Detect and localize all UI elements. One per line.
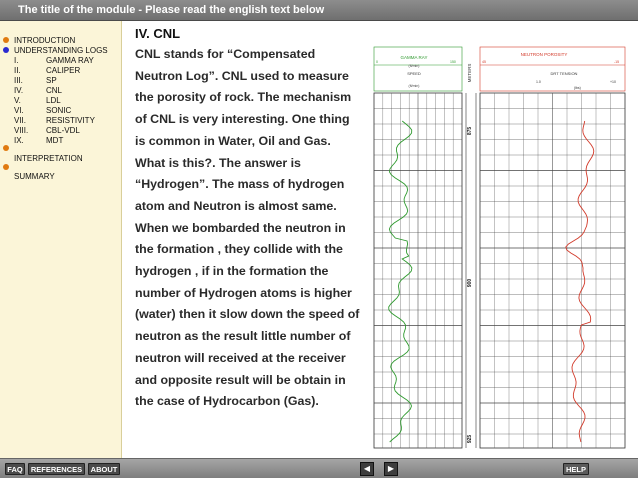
about-button[interactable]: ABOUT <box>88 463 120 475</box>
track1-unit-1: (ft/min) <box>408 64 420 68</box>
subitem-number: II. <box>14 66 21 75</box>
subitem-number: IX. <box>14 136 24 145</box>
subitem-number: VIII. <box>14 126 29 135</box>
depth-track-label: METERS <box>467 63 472 83</box>
footer-bar <box>0 458 638 478</box>
bullet-icon <box>3 164 9 170</box>
track3-units: (lbs) <box>574 86 581 90</box>
page-title: IV. CNL <box>135 26 181 41</box>
bullet-icon <box>3 145 9 151</box>
track3-scale-left: 45 <box>482 60 486 64</box>
subitem-label: MDT <box>46 136 64 145</box>
subitem-label: SP <box>46 76 57 85</box>
bullet-icon <box>3 37 9 43</box>
track3-curve2-title: DRT TENSION <box>550 71 578 76</box>
sidebar-item-summary[interactable] <box>0 171 122 182</box>
sidebar-menu <box>0 21 122 458</box>
triangle-right-icon: ▶ <box>387 464 395 473</box>
sidebar-item-label: UNDERSTANDING LOGS <box>14 46 108 55</box>
track1-unit-2: (ft/min) <box>408 84 420 88</box>
track3-title: NEUTRON POROSITY <box>520 52 568 57</box>
triangle-left-icon: ◀ <box>363 464 371 473</box>
cnl-log-figure <box>364 43 634 453</box>
bullet-icon <box>3 47 9 53</box>
track1-title: GAMMA RAY <box>400 55 428 60</box>
sidebar-item-label: INTERPRETATION <box>14 154 83 163</box>
subitem-number: III. <box>14 76 23 85</box>
subitem-label: CALIPER <box>46 66 81 75</box>
subitem-number: VII. <box>14 116 27 125</box>
subitem-number: I. <box>14 56 19 65</box>
sidebar-item-label: INTRODUCTION <box>14 36 76 45</box>
lesson-text: CNL stands for “Compensated Neutron Log”. CNL used to measure the porosity of rock. The mechanism of CNL is very interesting. One thing is common in Water, Oil and Gas. What is this?. The answer is “Hydrogen”. The mass of hydrogen atom and Neutron is almost same. When we bombarded the neutron in the formation , they collide with the hydrogen , if in the formation the number of Hydrogen atoms is higher (water) then it slow down the speed of neutron as the result little number of neutron will received at the receiver and opposite result will be obtain in the case of Hydrocarbon (Gas). <box>135 47 360 409</box>
module-title: The title of the module - Please read the english text below <box>18 4 325 16</box>
depth-label-900: 900 <box>467 278 473 288</box>
references-button[interactable]: REFERENCES <box>28 463 85 475</box>
track1-scale-right: 150 <box>450 60 456 64</box>
subitem-label: LDL <box>46 96 61 105</box>
subitem-number: IV. <box>14 86 24 95</box>
subitem-label: CBL-VDL <box>46 126 80 135</box>
sidebar-item-label: SUMMARY <box>14 172 55 181</box>
depth-label-925: 925 <box>467 434 473 444</box>
subitem-label: RESISTIVITY <box>46 116 95 125</box>
faq-button[interactable]: FAQ <box>5 463 25 475</box>
subitem-label: GAMMA RAY <box>46 56 94 65</box>
track3-tension-right: +10 <box>610 80 616 84</box>
subitem-number: VI. <box>14 106 24 115</box>
track1-scale-left: 0 <box>376 60 378 64</box>
track1-curve2-title: SPEED <box>407 71 421 76</box>
depth-label-875: 875 <box>467 126 473 136</box>
track3-tension-left: 1.0 <box>536 80 541 84</box>
previous-page-button[interactable] <box>360 462 374 476</box>
module-title-bar <box>0 0 638 21</box>
subitem-number: V. <box>14 96 21 105</box>
subitem-label: CNL <box>46 86 63 95</box>
help-button[interactable]: HELP <box>563 463 589 475</box>
next-page-button[interactable] <box>384 462 398 476</box>
track3-scale-right: -15 <box>614 60 620 64</box>
subitem-label: SONIC <box>46 106 72 115</box>
